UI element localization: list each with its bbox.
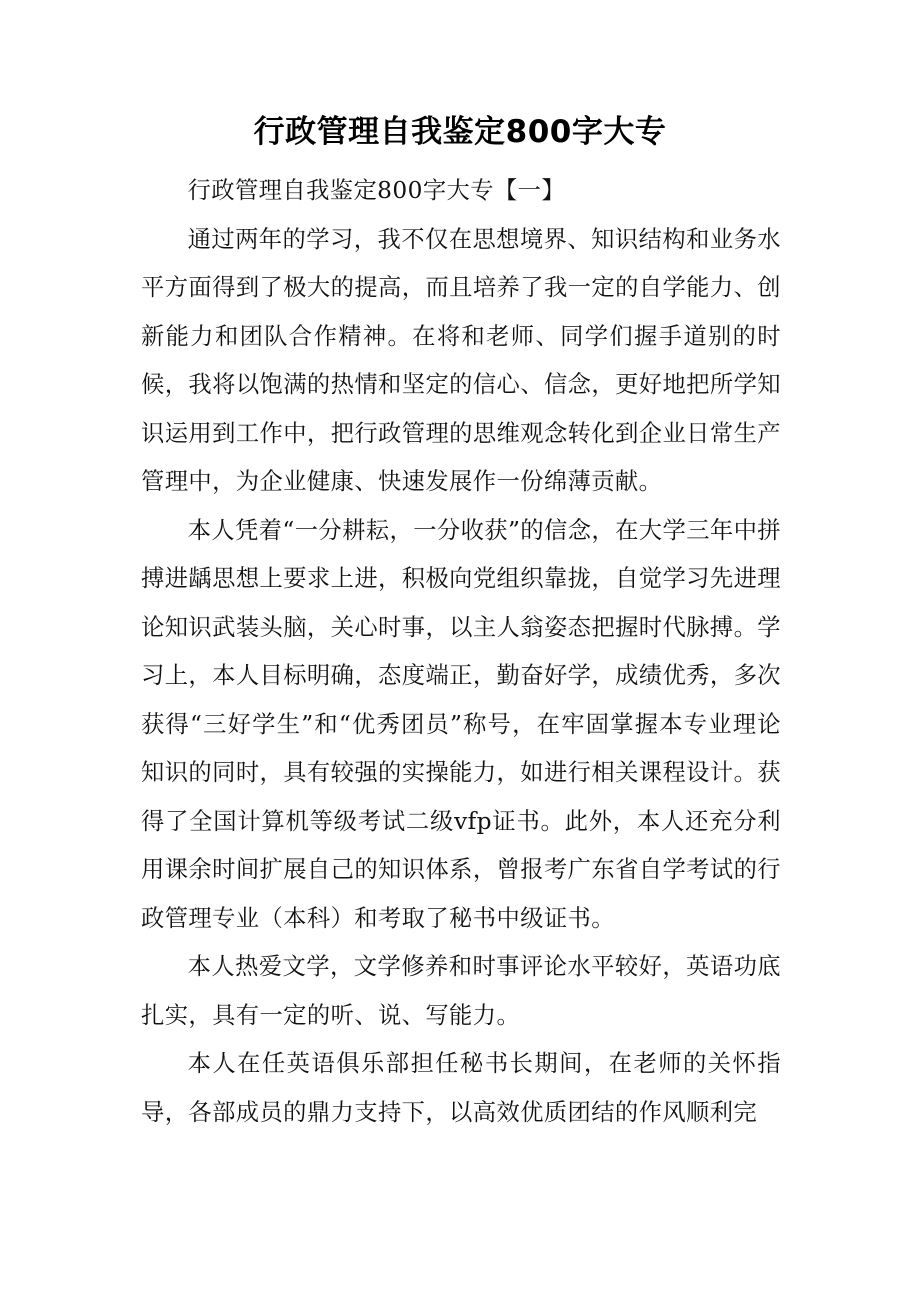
paragraph: 本人凭着“一分耕耘，一分收获”的信念，在大学三年中拼搏进龋思想上要求上进，积极向党组织靠拢，自觉学习先进理论知识武装头脑，关心时事，以主人翁姿态把握时代脉搏。学习上，本人目标明确，态度端正，勤奋好学，成绩优秀，多次获得“三好学生”和“优秀团员”称号，在牢固掌握本专业理论知识的同时，具有较强的实操能力，如进行相关课程设计。获得了全国计算机等级考试二级vfp证书。此外，本人还充分利用课余时间扩展自己的知识体系，曾报考广东省自学考试的行政管理专业（本科）和考取了秘书中级证书。	[141, 516, 781, 932]
section-heading: 行政管理自我鉴定800字大专【一】	[187, 177, 566, 204]
paragraph: 本人在任英语俱乐部担任秘书长期间，在老师的关怀指导，各部成员的鼎力支持下，以高效优质团结的作风顺利完	[141, 1050, 781, 1126]
paragraph: 通过两年的学习，我不仅在思想境界、知识结构和业务水平方面得到了极大的提高，而且培养了我一定的自学能力、创新能力和团队合作精神。在将和老师、同学们握手道别的时候，我将以饱满的热情和坚定的信心、信念，更好地把所学知识运用到工作中，把行政管理的思维观念转化到企业日常生产管理中，为企业健康、快速发展作一份绵薄贡献。	[141, 225, 781, 495]
document-title: 行政管理自我鉴定800字大专	[253, 114, 667, 150]
document-body	[141, 167, 781, 1137]
paragraph: 本人热爱文学，文学修养和时事评论水平较好，英语功底扎实，具有一定的听、说、写能力。	[141, 953, 781, 1029]
